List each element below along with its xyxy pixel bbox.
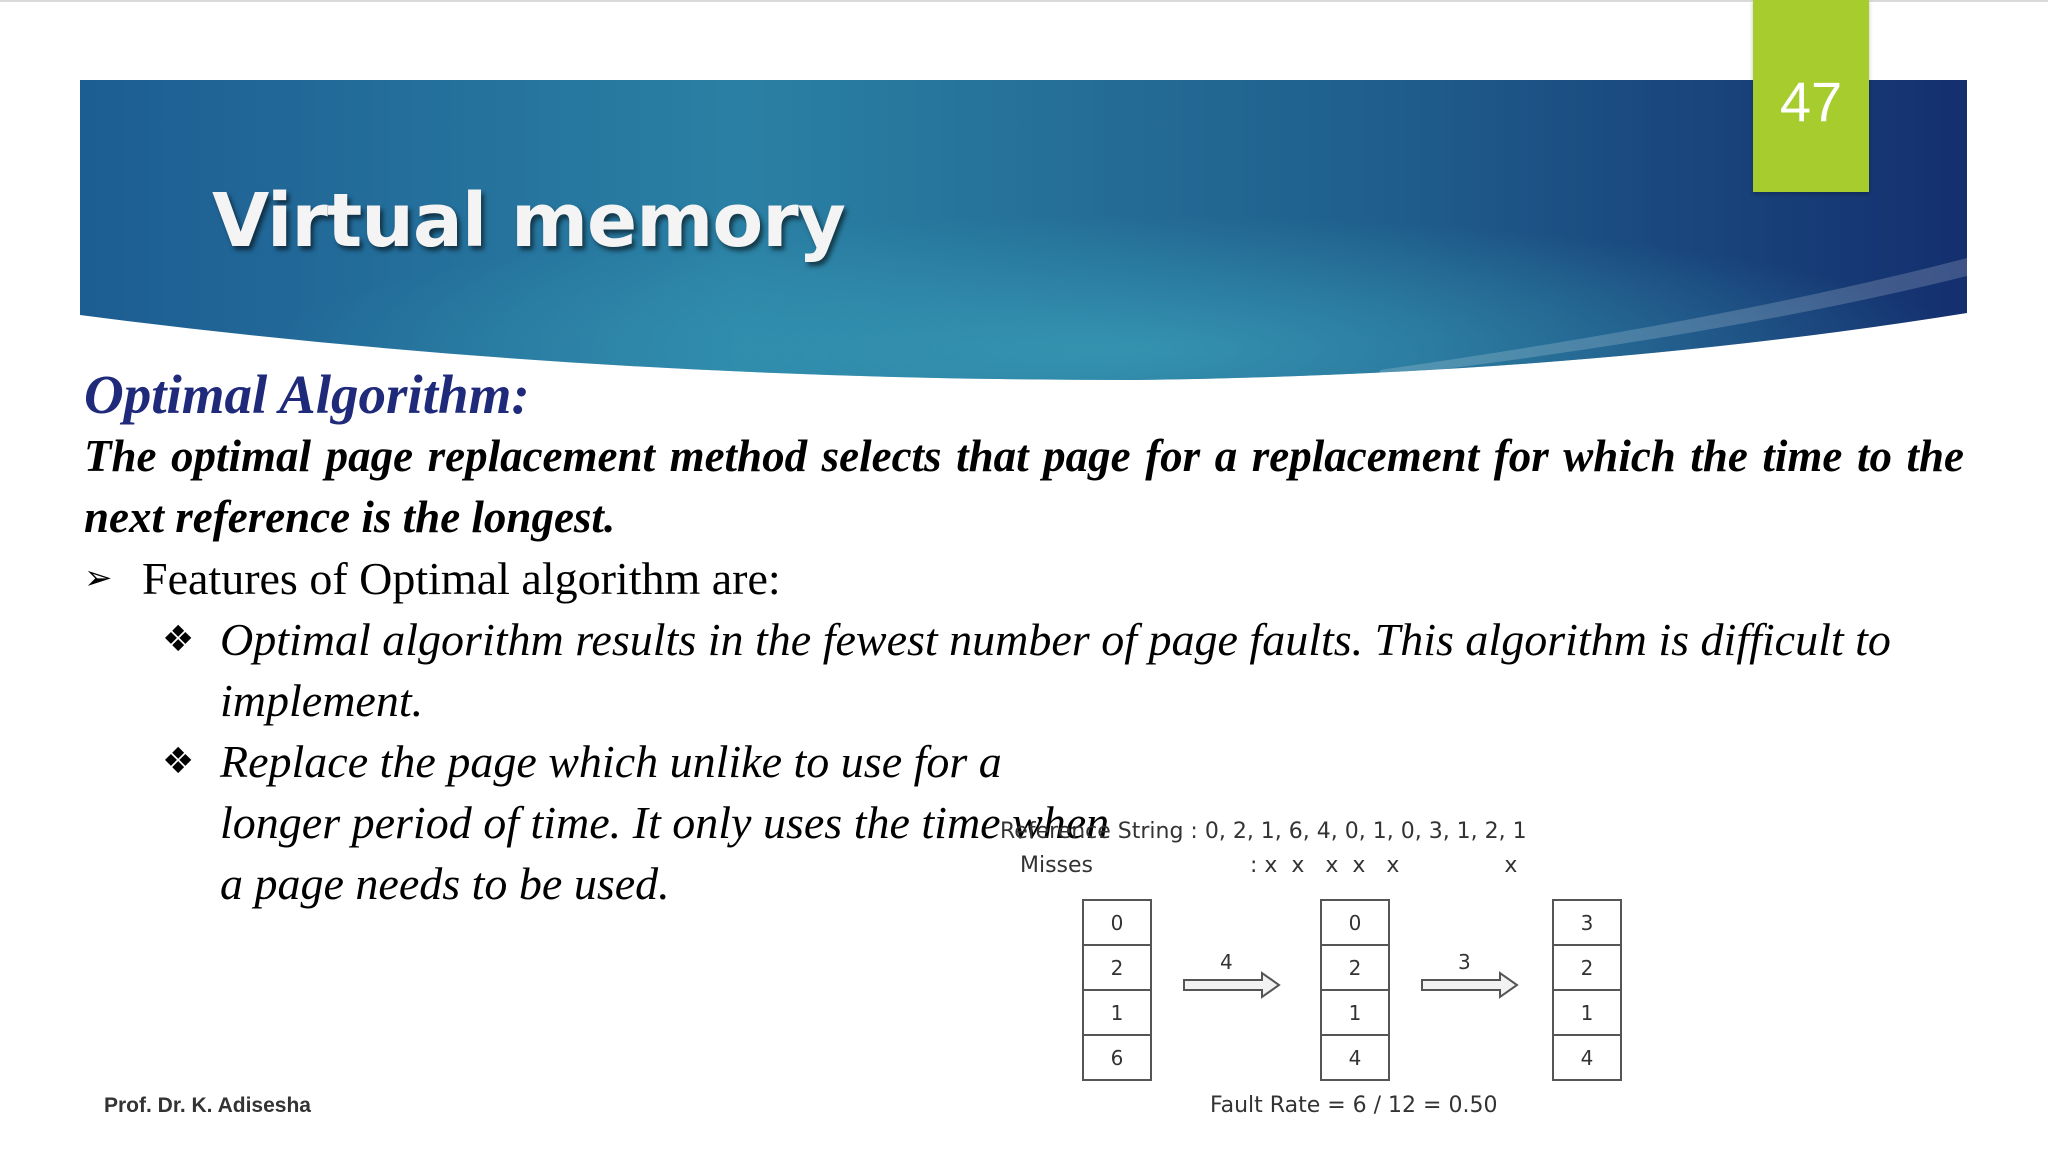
sub-bullet-text: Replace the page which unlike to use for a longer period of time. It only uses the time when a page needs to be used. bbox=[220, 736, 1110, 909]
frame-cell: 4 bbox=[1348, 1045, 1362, 1070]
diamond-bullet-icon: ❖ bbox=[162, 741, 195, 782]
frame-cell: 0 bbox=[1322, 901, 1388, 946]
diamond-bullet-icon: ❖ bbox=[162, 619, 195, 660]
misses-marks: : x x x x x x bbox=[1250, 853, 1518, 878]
slide-number: 47 bbox=[1753, 0, 1869, 192]
arrow-label: 3 bbox=[1458, 950, 1471, 974]
frame-cell: 1 bbox=[1084, 991, 1150, 1036]
page-frame bbox=[1320, 899, 1390, 1081]
page-frame bbox=[1552, 899, 1622, 1081]
arrowhead-bullet-icon: ➢ bbox=[84, 558, 113, 598]
fault-rate: Fault Rate = 6 / 12 = 0.50 bbox=[1210, 1093, 1498, 1118]
definition-text: The optimal page replacement method selects that page for a replacement for which the time to the next reference is the longest. bbox=[84, 431, 1964, 542]
replace-arrow bbox=[1420, 950, 1520, 1004]
frame-cell: 4 bbox=[1580, 1045, 1594, 1070]
feature-bullet-text: Features of Optimal algorithm are: bbox=[142, 553, 781, 604]
page-frame bbox=[1082, 899, 1152, 1081]
frame-cell: 1 bbox=[1322, 991, 1388, 1036]
optimal-diagram bbox=[990, 815, 1690, 1125]
author-footer: Prof. Dr. K. Adisesha bbox=[104, 1094, 311, 1117]
frame-cell: 2 bbox=[1322, 946, 1388, 991]
misses-label: Misses bbox=[1020, 853, 1094, 878]
right-arrow-icon bbox=[1182, 970, 1282, 1000]
frame-cell: 6 bbox=[1110, 1045, 1124, 1070]
sub-bullet bbox=[162, 609, 1962, 731]
frame-cell: 2 bbox=[1554, 946, 1620, 991]
frame-cell: 1 bbox=[1554, 991, 1620, 1036]
sub-bullet-text: Optimal algorithm results in the fewest number of page faults. This algorithm is difficult to implement. bbox=[220, 614, 1891, 726]
slide-title: Virtual memory bbox=[212, 178, 845, 264]
arrow-label: 4 bbox=[1220, 950, 1233, 974]
replace-arrow bbox=[1182, 950, 1282, 1004]
frame-cell: 2 bbox=[1084, 946, 1150, 991]
frame-cell: 0 bbox=[1084, 901, 1150, 946]
reference-string: Reference String : 0, 2, 1, 6, 4, 0, 1, 0, 3, 1, 2, 1 bbox=[1000, 819, 1527, 844]
top-border bbox=[0, 0, 2048, 2]
right-arrow-icon bbox=[1420, 970, 1520, 1000]
frame-cell: 3 bbox=[1554, 901, 1620, 946]
section-heading: Optimal Algorithm: bbox=[84, 364, 530, 425]
feature-bullet bbox=[84, 548, 1984, 609]
